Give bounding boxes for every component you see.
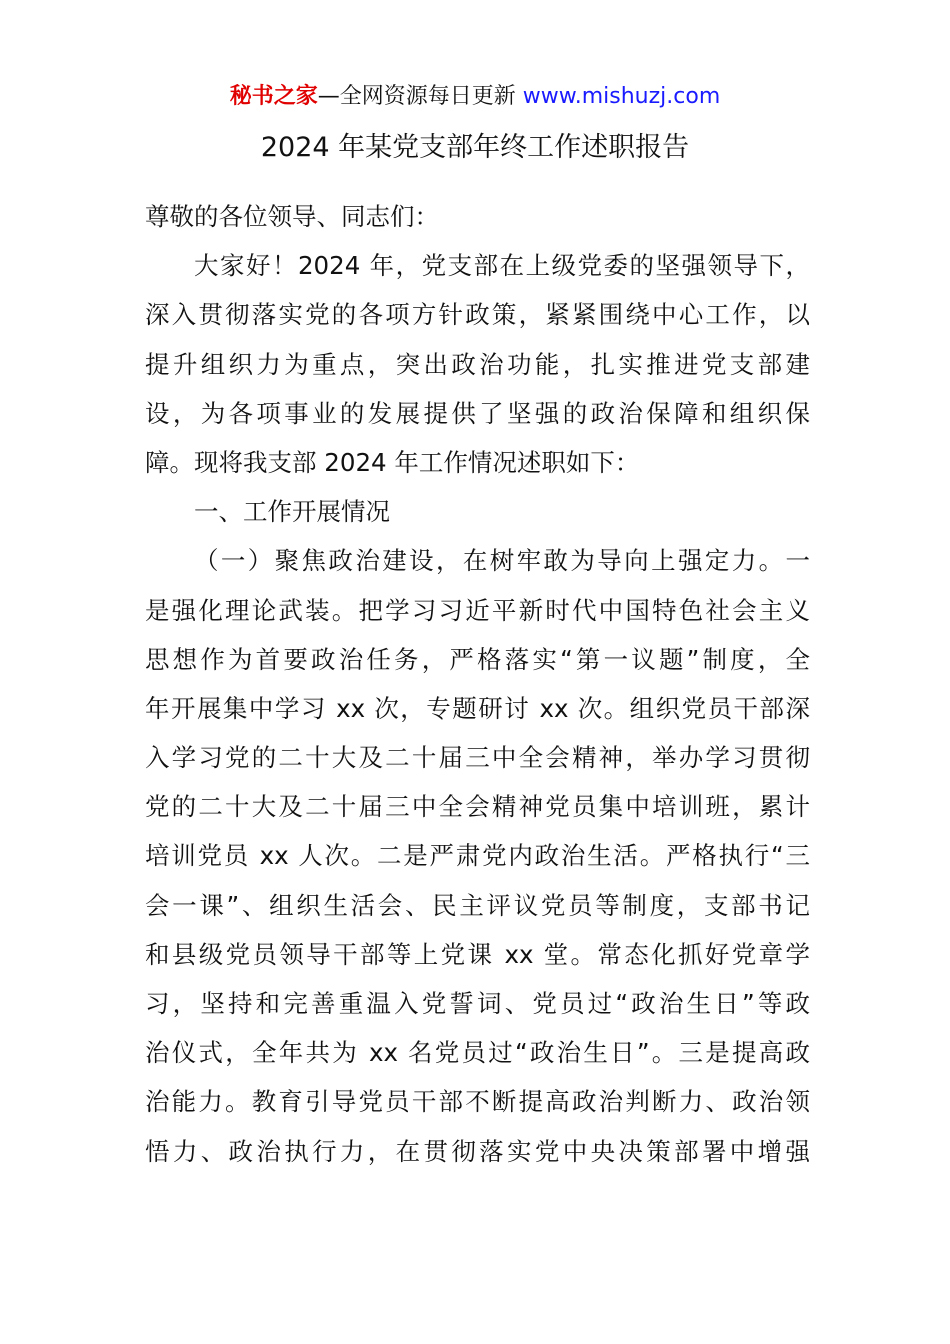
paragraph-line: 会一课”、组织生活会、民主评议党员等制度，支部书记 [145,890,810,920]
document-body [145,192,810,1176]
paragraph-line: 设，为各项事业的发展提供了坚强的政治保障和组织保 [145,398,810,428]
paragraph-line: 悟力、政治执行力，在贯彻落实党中央决策部署中增强 [145,1136,810,1166]
paragraph-line: （一）聚焦政治建设，在树牢敢为导向上强定力。一 [194,546,810,576]
paragraph-line: 障。现将我支部 2024 年工作情况述职如下： [145,447,640,477]
paragraph-line: 治能力。教育引导党员干部不断提高政治判断力、政治领 [145,1087,810,1117]
site-header [0,82,950,112]
paragraph-line: 大家好！2024 年，党支部在上级党委的坚强领导下， [194,251,810,281]
paragraph-line: 治仪式，全年共为 xx 名党员过“政治生日”。三是提高政 [145,1038,810,1068]
salutation: 尊敬的各位领导、同志们： [145,202,439,231]
paragraph-line: 年开展集中学习 xx 次，专题研讨 xx 次。组织党员干部深 [145,693,810,723]
brand-name: 秘书之家 [229,84,318,109]
section-heading: 一、工作开展情况 [194,497,390,527]
site-url-link[interactable]: www.mishuzj.com [522,84,721,109]
paragraph-line: 习，坚持和完善重温入党誓词、党员过“政治生日”等政 [145,989,810,1018]
paragraph-line: 思想作为首要政治任务，严格落实“第一议题”制度，全 [145,644,810,674]
header-tagline: —全网资源每日更新 [317,84,523,109]
paragraph-line: 是强化理论武装。把学习习近平新时代中国特色社会主义 [145,595,810,625]
paragraph-line: 入学习党的二十大及二十届三中全会精神，举办学习贯彻 [145,743,810,773]
paragraph-line: 培训党员 xx 人次。二是严肃党内政治生活。严格执行“三 [145,841,810,871]
paragraph-line: 和县级党员领导干部等上党课 xx 堂。常态化抓好党章学 [145,939,810,969]
paragraph-line: 深入贯彻落实党的各项方针政策，紧紧围绕中心工作，以 [145,300,810,330]
paragraph-line: 党的二十大及二十届三中全会精神党员集中培训班，累计 [145,792,810,822]
paragraph-line: 提升组织力为重点，突出政治功能，扎实推进党支部建 [145,349,810,379]
document-title: 2024 年某党支部年终工作述职报告 [260,132,690,163]
